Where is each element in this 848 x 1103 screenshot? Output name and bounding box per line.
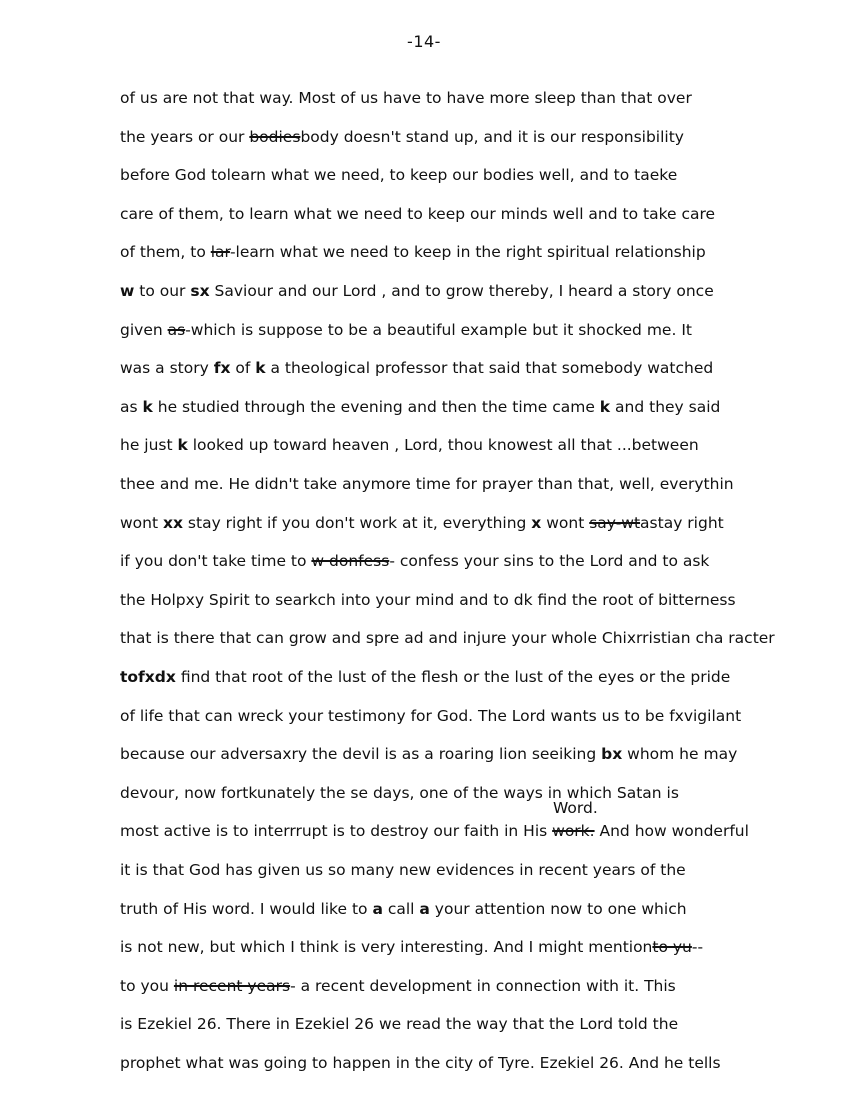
overstruck-text: a — [419, 899, 430, 918]
overstruck-text: sx — [190, 282, 210, 300]
text-segment: the Holpxy Spirit to searkch into your mind and to dk find the root of bitterness — [120, 590, 736, 609]
text-segment: of — [230, 359, 256, 378]
text-line — [120, 821, 749, 841]
struck-text: bodies — [249, 127, 301, 146]
text-line — [120, 281, 714, 301]
overstruck-text: k — [177, 436, 188, 455]
text-segment: stay right if you don't work at it, everything — [183, 513, 532, 532]
handwritten-insertion: Word. — [553, 799, 598, 818]
overstruck-text: a — [372, 899, 383, 918]
text-line — [120, 204, 715, 224]
text-line — [120, 976, 676, 996]
text-segment: looked up toward heaven , Lord, thou knowest all that ...between — [187, 436, 699, 455]
text-segment: whom he may — [622, 745, 738, 764]
text-segment: prophet what was going to happen in the city of Tyre. Ezekiel 26. And he tells — [120, 1054, 721, 1072]
overstruck-text: k — [142, 397, 153, 416]
text-line — [120, 165, 677, 185]
text-segment: to our — [134, 282, 191, 300]
text-segment: And how wonderful — [594, 822, 749, 841]
struck-text: say-wt — [589, 513, 641, 532]
text-segment: of life that can wreck your testimony for God. The Lord wants us to be fxvigilant — [120, 706, 742, 725]
text-segment: because our adversaxry the devil is as a roaring lion seeiking — [120, 745, 602, 764]
struck-text: w donfess — [311, 552, 390, 571]
text-line — [120, 474, 734, 494]
text-segment: a theological professor that said that somebody watched — [265, 359, 714, 378]
text-segment: of us are not that way. Most of us have to have more sleep than that over — [120, 89, 692, 107]
text-segment: care of them, to learn what we need to keep our minds well and to take care — [120, 204, 716, 223]
text-segment: the years or our — [120, 127, 250, 146]
text-line — [120, 1053, 721, 1073]
text-segment: -- — [691, 938, 704, 957]
text-line — [120, 937, 703, 957]
text-segment: he studied through the evening and then the time came — [152, 397, 600, 416]
text-segment: wont — [541, 513, 590, 532]
struck-text: as — [167, 320, 186, 339]
struck-text: work. — [552, 822, 595, 841]
text-segment: wont — [120, 513, 163, 532]
text-segment: your attention now to one which — [429, 899, 687, 918]
text-segment: given — [120, 320, 168, 339]
text-segment: - confess your sins to the Lord and to ask — [389, 552, 710, 571]
text-segment: before God tolearn what we need, to keep our bodies well, and to taeke — [120, 166, 678, 185]
text-segment: Saviour and our Lord , and to grow thereby, I heard a story once — [209, 282, 714, 300]
text-segment: and they said — [610, 397, 721, 416]
text-segment: thee and me. He didn't take anymore time for prayer than that, well, everythin — [120, 475, 734, 493]
text-segment: most active is to interrrupt is to destroy our faith in His — [120, 822, 553, 841]
struck-text: to yu — [652, 938, 692, 957]
text-line — [120, 88, 692, 108]
text-segment: devour, now fortkunately the se days, one of the ways in which Satan is — [120, 783, 679, 802]
text-line — [120, 397, 720, 417]
text-line — [120, 899, 687, 919]
text-segment: astay right — [640, 513, 724, 532]
text-line — [120, 667, 730, 687]
text-segment: it is that God has given us so many new evidences in recent years of the — [120, 861, 686, 879]
overstruck-text: w — [120, 282, 135, 300]
text-line — [120, 551, 709, 571]
overstruck-text: fx — [213, 359, 231, 378]
overstruck-text: bx — [601, 745, 623, 764]
page-number: -14- — [407, 32, 441, 51]
text-segment: truth of His word. I would like to — [120, 899, 373, 918]
overstruck-text: x — [531, 513, 542, 532]
text-segment: - a recent development in connection with it. This — [290, 976, 676, 995]
text-segment: -which is suppose to be a beautiful example but it shocked me. It — [185, 320, 692, 339]
text-segment: is Ezekiel 26. There in Ezekiel 26 we read the way that the Lord told the — [120, 1015, 679, 1034]
text-line — [120, 628, 775, 648]
text-line — [120, 127, 684, 147]
text-segment: to you — [120, 976, 174, 995]
text-line — [120, 242, 706, 262]
text-segment: if you don't take time to — [120, 552, 312, 571]
overstruck-text: k — [255, 359, 266, 378]
text-line — [120, 1014, 678, 1034]
text-segment: find that root of the lust of the flesh or the lust of the eyes or the pride — [175, 668, 731, 686]
text-segment: that is there that can grow and spre ad and injure your whole Chixrristian cha racter — [120, 629, 775, 648]
text-line — [120, 744, 737, 764]
text-segment: as — [120, 397, 143, 416]
text-segment: call — [382, 899, 420, 918]
text-segment: he just — [120, 436, 178, 455]
overstruck-text: tofxdx — [120, 668, 176, 686]
text-line — [120, 706, 741, 726]
text-segment: -learn what we need to keep in the right spiritual relationship — [229, 243, 706, 262]
text-line — [120, 358, 713, 378]
text-line — [120, 513, 724, 533]
text-segment: is not new, but which I think is very interesting. And I might mention — [120, 938, 653, 957]
struck-text: lar — [210, 243, 230, 262]
text-line — [120, 860, 686, 880]
text-line — [120, 435, 699, 455]
text-line — [120, 320, 692, 340]
struck-text: in recent years — [173, 976, 291, 995]
text-line — [120, 590, 736, 610]
overstruck-text: k — [599, 397, 611, 416]
text-segment: of them, to — [120, 243, 211, 262]
text-segment: was a story — [120, 359, 214, 378]
text-segment: body doesn't stand up, and it is our responsibility — [300, 127, 684, 146]
overstruck-text: xx — [163, 513, 183, 532]
